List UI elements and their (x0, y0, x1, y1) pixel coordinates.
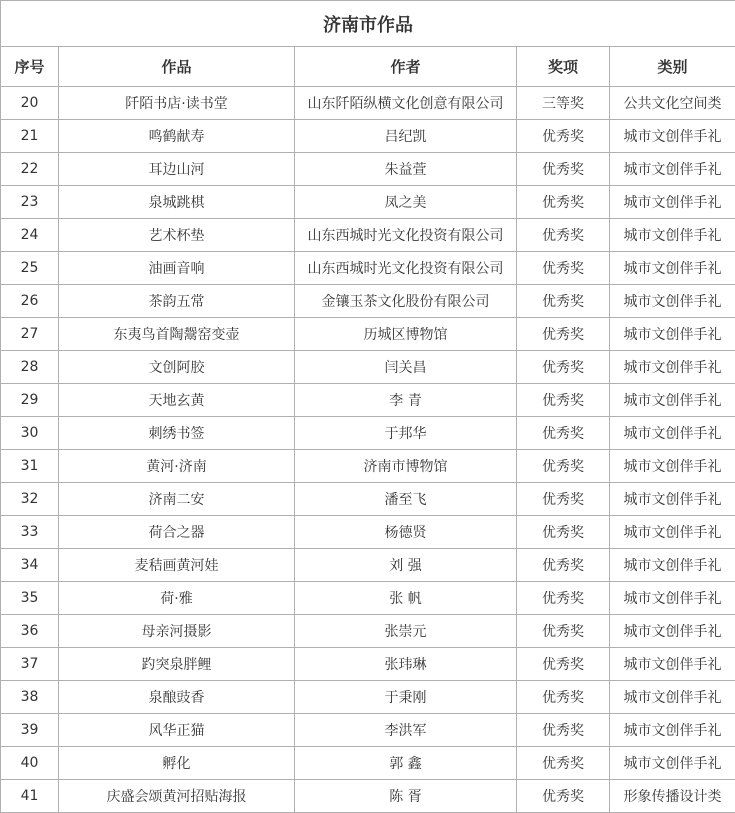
header-work: 作品 (59, 47, 295, 87)
cell-author: 李 青 (295, 384, 517, 417)
cell-index: 26 (1, 285, 59, 318)
cell-category: 城市文创伴手礼 (610, 351, 735, 384)
table-row (1, 252, 735, 285)
cell-category: 形象传播设计类 (610, 780, 735, 813)
cell-work: 趵突泉胖鲤 (59, 648, 295, 681)
table-row (1, 285, 735, 318)
cell-index: 41 (1, 780, 59, 813)
table-row (1, 351, 735, 384)
cell-work: 天地玄黄 (59, 384, 295, 417)
table-row (1, 186, 735, 219)
cell-work: 孵化 (59, 747, 295, 780)
cell-work: 荷合之器 (59, 516, 295, 549)
cell-category: 城市文创伴手礼 (610, 549, 735, 582)
cell-work: 艺术杯垫 (59, 219, 295, 252)
cell-category: 城市文创伴手礼 (610, 681, 735, 714)
cell-index: 20 (1, 87, 59, 120)
cell-author: 朱益萱 (295, 153, 517, 186)
cell-category: 城市文创伴手礼 (610, 648, 735, 681)
cell-work: 阡陌书店·读书堂 (59, 87, 295, 120)
cell-category: 城市文创伴手礼 (610, 516, 735, 549)
cell-work: 油画音响 (59, 252, 295, 285)
cell-work: 荷·雅 (59, 582, 295, 615)
cell-index: 21 (1, 120, 59, 153)
cell-award: 优秀奖 (517, 648, 610, 681)
table-row (1, 549, 735, 582)
header-award: 奖项 (517, 47, 610, 87)
cell-work: 耳边山河 (59, 153, 295, 186)
table-row (1, 648, 735, 681)
cell-author: 于邦华 (295, 417, 517, 450)
table-row (1, 318, 735, 351)
cell-index: 29 (1, 384, 59, 417)
table-row (1, 747, 735, 780)
table-row (1, 87, 735, 120)
cell-category: 城市文创伴手礼 (610, 417, 735, 450)
cell-award: 优秀奖 (517, 351, 610, 384)
table-row (1, 582, 735, 615)
cell-award: 优秀奖 (517, 681, 610, 714)
table-row (1, 516, 735, 549)
cell-work: 东夷鸟首陶鬶窑变壶 (59, 318, 295, 351)
cell-award: 优秀奖 (517, 384, 610, 417)
cell-category: 城市文创伴手礼 (610, 384, 735, 417)
cell-index: 33 (1, 516, 59, 549)
cell-author: 山东阡陌纵横文化创意有限公司 (295, 87, 517, 120)
cell-award: 优秀奖 (517, 483, 610, 516)
cell-category: 城市文创伴手礼 (610, 318, 735, 351)
cell-category: 公共文化空间类 (610, 87, 735, 120)
cell-award: 优秀奖 (517, 417, 610, 450)
cell-award: 优秀奖 (517, 186, 610, 219)
cell-author: 杨德贤 (295, 516, 517, 549)
table-row (1, 153, 735, 186)
cell-index: 35 (1, 582, 59, 615)
cell-award: 优秀奖 (517, 219, 610, 252)
cell-work: 茶韵五常 (59, 285, 295, 318)
cell-author: 闫关昌 (295, 351, 517, 384)
cell-work: 文创阿胶 (59, 351, 295, 384)
cell-index: 34 (1, 549, 59, 582)
cell-award: 优秀奖 (517, 153, 610, 186)
table-row (1, 120, 735, 153)
cell-author: 济南市博物馆 (295, 450, 517, 483)
cell-work: 鸣鹤献寿 (59, 120, 295, 153)
table-row (1, 417, 735, 450)
cell-category: 城市文创伴手礼 (610, 450, 735, 483)
cell-category: 城市文创伴手礼 (610, 153, 735, 186)
header-index: 序号 (1, 47, 59, 87)
table-row (1, 615, 735, 648)
cell-category: 城市文创伴手礼 (610, 483, 735, 516)
cell-index: 39 (1, 714, 59, 747)
cell-author: 金镶玉茶文化股份有限公司 (295, 285, 517, 318)
cell-author: 张 帆 (295, 582, 517, 615)
cell-author: 刘 强 (295, 549, 517, 582)
cell-award: 优秀奖 (517, 747, 610, 780)
cell-author: 历城区博物馆 (295, 318, 517, 351)
cell-work: 泉城跳棋 (59, 186, 295, 219)
cell-work: 刺绣书签 (59, 417, 295, 450)
cell-category: 城市文创伴手礼 (610, 120, 735, 153)
cell-index: 37 (1, 648, 59, 681)
table-row (1, 384, 735, 417)
cell-work: 母亲河摄影 (59, 615, 295, 648)
table-row (1, 681, 735, 714)
cell-work: 风华正猫 (59, 714, 295, 747)
cell-award: 优秀奖 (517, 615, 610, 648)
cell-award: 优秀奖 (517, 318, 610, 351)
cell-index: 25 (1, 252, 59, 285)
cell-author: 凤之美 (295, 186, 517, 219)
table-row (1, 483, 735, 516)
cell-work: 黄河·济南 (59, 450, 295, 483)
cell-award: 三等奖 (517, 87, 610, 120)
cell-author: 郭 鑫 (295, 747, 517, 780)
cell-category: 城市文创伴手礼 (610, 285, 735, 318)
cell-award: 优秀奖 (517, 714, 610, 747)
cell-category: 城市文创伴手礼 (610, 252, 735, 285)
cell-index: 22 (1, 153, 59, 186)
cell-index: 30 (1, 417, 59, 450)
cell-category: 城市文创伴手礼 (610, 582, 735, 615)
cell-index: 36 (1, 615, 59, 648)
cell-work: 泉酿豉香 (59, 681, 295, 714)
cell-award: 优秀奖 (517, 285, 610, 318)
cell-index: 28 (1, 351, 59, 384)
title-row (1, 1, 735, 47)
cell-category: 城市文创伴手礼 (610, 615, 735, 648)
cell-index: 24 (1, 219, 59, 252)
cell-work: 庆盛会颂黄河招贴海报 (59, 780, 295, 813)
cell-author: 张崇元 (295, 615, 517, 648)
cell-author: 于秉刚 (295, 681, 517, 714)
cell-award: 优秀奖 (517, 582, 610, 615)
cell-category: 城市文创伴手礼 (610, 219, 735, 252)
cell-index: 38 (1, 681, 59, 714)
cell-award: 优秀奖 (517, 780, 610, 813)
header-category: 类别 (610, 47, 735, 87)
cell-author: 吕纪凯 (295, 120, 517, 153)
cell-author: 山东西城时光文化投资有限公司 (295, 219, 517, 252)
header-row (1, 47, 735, 87)
cell-award: 优秀奖 (517, 549, 610, 582)
cell-award: 优秀奖 (517, 516, 610, 549)
cell-index: 27 (1, 318, 59, 351)
cell-author: 陈 胥 (295, 780, 517, 813)
cell-category: 城市文创伴手礼 (610, 747, 735, 780)
cell-author: 李洪军 (295, 714, 517, 747)
cell-author: 山东西城时光文化投资有限公司 (295, 252, 517, 285)
cell-award: 优秀奖 (517, 252, 610, 285)
table-title: 济南市作品 (1, 1, 735, 47)
cell-work: 麦秸画黄河娃 (59, 549, 295, 582)
cell-award: 优秀奖 (517, 450, 610, 483)
cell-author: 张玮琳 (295, 648, 517, 681)
header-author: 作者 (295, 47, 517, 87)
table-row (1, 714, 735, 747)
cell-index: 40 (1, 747, 59, 780)
cell-index: 23 (1, 186, 59, 219)
cell-author: 潘至飞 (295, 483, 517, 516)
cell-category: 城市文创伴手礼 (610, 714, 735, 747)
cell-work: 济南二安 (59, 483, 295, 516)
table-row (1, 450, 735, 483)
table-row (1, 780, 735, 813)
cell-award: 优秀奖 (517, 120, 610, 153)
cell-index: 32 (1, 483, 59, 516)
cell-index: 31 (1, 450, 59, 483)
cell-category: 城市文创伴手礼 (610, 186, 735, 219)
table-row (1, 219, 735, 252)
